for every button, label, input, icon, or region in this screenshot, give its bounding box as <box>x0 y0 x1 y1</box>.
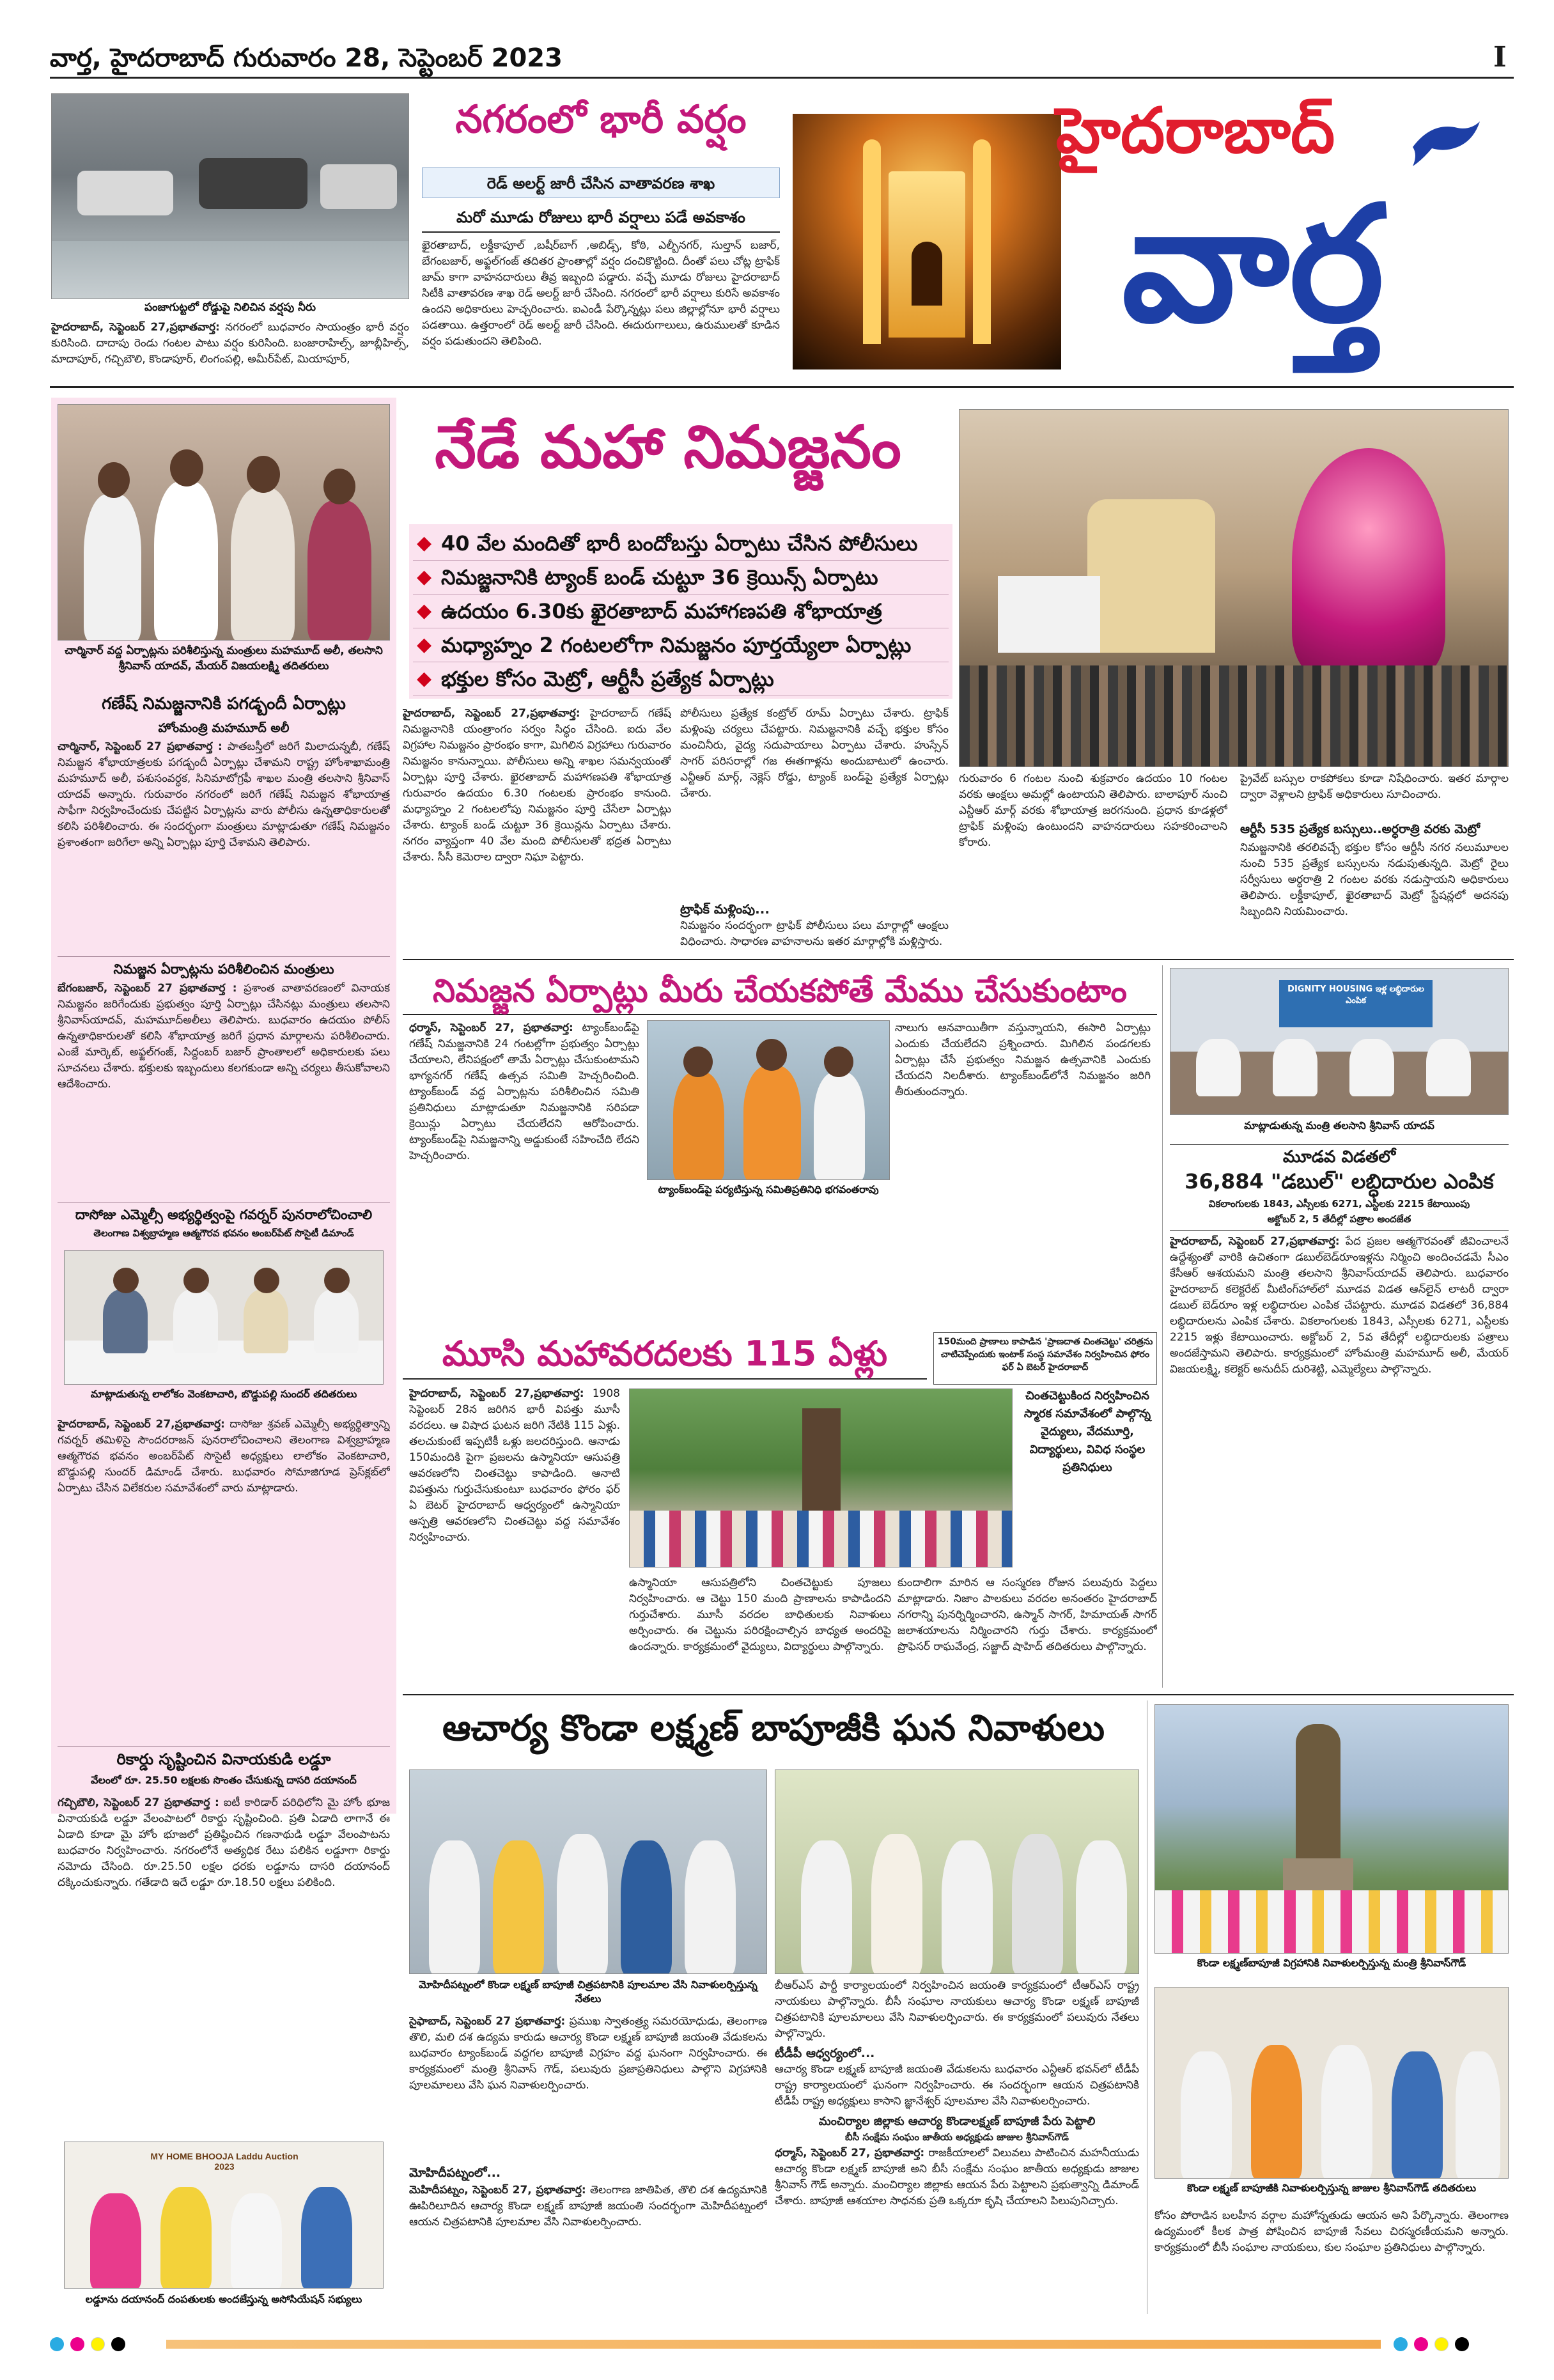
dasoju-headline: దాసోజు ఎమ్మెల్సీ అభ్యర్థిత్వంపై గవర్నర్ పునరాలోచించాలి <box>58 1202 390 1224</box>
bapuji-statue-caption: కొండా లక్ష్మణ్‌బాపూజీ విగ్రహానికి నివాళులర్పిస్తున్న మంత్రి శ్రీనివాస్‌గౌడ్ <box>1197 1957 1466 1969</box>
samiti-body2: నాలుగు ఆనవాయితీగా వస్తున్నాయని, ఈసారి ఏర్పాట్లు ఎందుకు చేయలేదని ప్రశ్నించారు. మిగిలిన పండగలకు ఏర్పాట్లు చేసే ప్రభుత్వం నిమజ్జన ఉత్సవానికి ఎందుకు చేయదని నిలదీశారు. ట్యాంక్‌బండ్‌లోనే నిమజ్జనం జరిగి తీరుతుందన్నారు. <box>895 1022 1151 1098</box>
immersion-bullets <box>409 524 952 699</box>
section-rule-2 <box>403 959 1514 960</box>
musi-photo-caption: చింతచెట్టుకింద నిర్వహించిన స్మారక సమావేశంలో పాల్గొన్న వైద్యులు, వేదమూర్తి, విద్యార్థులు, వివిధ సంస్థల ప్రతినిధులు <box>1023 1389 1151 1474</box>
slide-label: DIGNITY HOUSING ఇళ్ల లబ్ధిదారుల ఎంపిక <box>1279 980 1433 1027</box>
laddu-photo <box>64 2142 384 2289</box>
home-minister-byline: హోంమంత్రి మహమూద్ అలీ <box>158 721 290 735</box>
double-bedroom-line2: అక్టోబర్ 2, 5 తేదీల్లో పత్రాల అందజేత <box>1170 1213 1509 1231</box>
jajula-photo-caption: కొండా లక్ష్మణ్ బాపూజీకి నివాళులర్పిస్తున్న జాజుల శ్రీనివాస్‌గౌడ్ తదితరులు <box>1187 2182 1476 2194</box>
jubilee-dateline: ధర్మాస్, సెప్టెంబర్ 27, ప్రభాతవార్త: <box>775 2147 925 2159</box>
dasoju-body <box>58 1417 390 1739</box>
samiti-body-text: ట్యాంక్‌బండ్‌పై గణేష్ నిమజ్జనానికి 24 గంటల్లోగా ప్రభుత్వం ఏర్పాట్లు చేయాలని, లేనిపక్షంలో తామే ఏర్పాట్లు చేసుకుంటామని భాగ్యనగర్ గణేష్ ఉత్సవ సమితి హెచ్చరించింది. ట్యాంక్‌బండ్ వద్ద ఏర్పాట్లను పరిశీలించిన సమితి ప్రతినిధులు మాట్లాడుతూ నిమజ్జనానికి సరిపడా క్రెయిన్లు ఏర్పాటు చేయలేదని ఆరోపించారు. ట్యాంక్‌బండ్‌పై నిమజ్జనాన్ని అడ్డుకుంటే సహించేది లేదని హెచ్చరించారు. <box>409 1022 639 1162</box>
talasani-photo-caption: మాట్లాడుతున్న మంత్రి తలసాని శ్రీనివాస్ యాదవ్ <box>1244 1119 1434 1132</box>
registration-dot <box>50 2337 64 2351</box>
immersion-mid-text: హైదరాబాద్ గణేష్ నిమజ్జనానికి యంత్రాంగం సర్వం సిద్ధం చేసింది. ఐదు వేల విగ్రహాల నిమజ్జనం ప్రారంభం కాగా, మిగిలిన విగ్రహాలు గురువారం నిమజ్జనం కానున్నాయి. పోలీసులు అన్ని శాఖల సమన్వయంతో ఏర్పాట్లు పూర్తి చేశారు. ఖైరతాబాద్ మహాగణపతి శోభాయాత్ర గురువారం ఉదయం 6.30 గంటలకు ప్రారంభం కానుంది. మధ్యాహ్నం 2 గంటలలోపు నిమజ్జనం పూర్తి చేసేలా ఏర్పాట్లు చేశారు. ట్యాంక్ బండ్ చుట్టూ 36 క్రెయిన్లను ఏర్పాటు చేశారు. నగరం వ్యాప్తంగా 40 వేల మంది పోలీసులతో భద్రత ఏర్పాటు చేశారు. సీసీ కెమెరాల ద్వారా నిఘా పెట్టారు. <box>403 707 671 864</box>
bapuji-tribute-photo-1 <box>409 1769 767 1974</box>
mohi-dateline: మెహిదీపట్నం, సెప్టెంబర్ 27, ప్రభాతవార్త: <box>409 2184 586 2197</box>
dasoju-body-text: దాసోజు శ్రవణ్ ఎమ్మెల్సీ అభ్యర్థిత్వాన్ని గవర్నర్ తమిళిసై సౌందరరాజన్ పునరాలోచించాలని తెలంగాణ విశ్వబ్రాహ్మణ ఆత్మగౌరవ భవనం అంబర్‌పేట్ సొసైటీ అధ్యక్షులు లాలోకం వెంకటాచారి, బొడ్డుపల్లి సుందర్ డిమాండ్ చేశారు. బుధవారం సోమాజిగూడ ప్రెస్‌క్లబ్‌లో ఏర్పాటు చేసిన విలేకరుల సమావేశంలో వారు మాట్లాడారు. <box>58 1418 390 1495</box>
color-registration-left <box>50 2337 125 2351</box>
rain-dateline: హైదరాబాద్, సెప్టెంబర్ 27,ప్రభాతవార్త: <box>51 321 220 334</box>
traffic-subhead: ట్రాఫిక్ మళ్లింపు... <box>680 901 770 917</box>
double-bedroom-body <box>1170 1234 1509 1681</box>
bapuji-tribute-photo-2 <box>775 1769 1139 1974</box>
rain-body-right: ఖైరతాబాద్, లక్డీకాపూల్ ,బషీర్‌బాగ్ ,అబిడ్స్, కోఠి, ఎల్బీనగర్, సుల్తాన్ బజార్, బేగంబజార్, అఫ్జల్‌గంజ్ తదితర ప్రాంతాల్లో వర్షం దంచికొట్టింది. దీంతో పలు చోట్ల ట్రాఫిక్ జామ్ కాగా వాహనదారులు తీవ్ర ఇబ్బంది పడ్డారు. వచ్చే మూడు రోజులు హైదరాబాద్ సిటీకి వాతావరణ శాఖ రెడ్ అలర్ట్ జారీ చేసింది. నగరంలో భారీ వర్షాలు కురిసే అవకాశం ఉందని అధికారులు హెచ్చరించారు. ఐఎండీ పేర్కొన్నట్లు పలు జిల్లాల్లోనూ భారీ వర్షాలు పడతాయి. ఉత్తరాంలో రెడ్ అలర్ట్ జారీ చేసింది. ఈదురుగాలులు, ఉరుములతో కూడిన వర్షం పడుతుందని తెలిపింది. <box>422 239 780 348</box>
samiti-headline: నిమజ్జన ఏర్పాట్లు మీరు చేయకపోతే మేము చేసుకుంటాం <box>403 968 1157 1015</box>
jubilee-body: రాజకీయాలలో విలువలు పాటించిన మహనీయుడు ఆచార్య కొండా లక్ష్మణ్ బాపూజీ అని బీసీ సంక్షేమ సంఘం జాతీయ అధ్యక్షుడు జాజుల శ్రీనివాస్ గౌడ్ అన్నారు. మంచిర్యాల జిల్లాకు ఆయన పేరు పెట్టాలని ప్రభుత్వాన్ని డిమాండ్ చేశారు. బాపూజీ ఆశయాల సాధనకు ప్రతి ఒక్కరూ కృషి చేయాలని పిలుపునిచ్చారు. <box>775 2147 1139 2207</box>
registration-dot <box>70 2337 84 2351</box>
rain-sub1: రెడ్ అలర్ట్ జారీ చేసిన వాతావరణ శాఖ <box>422 167 780 198</box>
double-bedroom-line: వికలాంగులకు 1843, ఎస్సీలకు 6271, ఎస్టీలకు 2215 కేటాయింపు <box>1208 1198 1470 1209</box>
immersion-right-body: గురువారం 6 గంటల నుంచి శుక్రవారం ఉదయం 10 గంటల వరకు ఆంక్షలు అమల్లో ఉంటాయని తెలిపారు. బాలాపూర్ నుంచి ఎన్టీఆర్ మార్గ్ వరకు శోభాయాత్ర జరగనుంది. ప్రధాన కూడళ్లలో ట్రాఫిక్ మళ్లింపు ఉంటుందని వాహనదారులు సహకరించాలని కోరారు. <box>959 772 1227 849</box>
laddu-headline: రికార్డు సృష్టించిన వినాయకుడి లడ్డూ <box>58 1746 390 1769</box>
musi-tree-photo <box>629 1388 1013 1567</box>
brand-big: వార్త <box>1121 169 1385 357</box>
tdp-subhead: టీడీపీ ఆధ్వర్యంలో... <box>775 2046 875 2060</box>
bapuji-statue-photo <box>1154 1704 1509 1954</box>
ministers-inspect-headline: నిమజ్జన ఏర్పాట్లను పరిశీలించిన మంత్రులు <box>58 956 390 979</box>
ganesh-procession-photo <box>959 409 1509 767</box>
bapuji-body-text: ప్రముఖ స్వాతంత్ర్య సమరయోధుడు, తెలంగాణ తొలి, మలి దశ ఉద్యమ కారుడు ఆచార్య కొండా లక్ష్మణ్ బాపూజీ జయంతి వేడుకలను బుధవారం ట్యాంక్‌బండ్ వద్దగల బాపూజీ విగ్రహం వద్ద ఘనంగా నిర్వహించారు. ఈ కార్యక్రమంలో మంత్రి శ్రీనివాస్ గౌడ్, పలువురు ప్రజాప్రతినిధులు పాల్గొని విగ్రహానికి పూలమాలలు వేసి ఘన నివాళులర్పించారు. <box>409 2015 767 2092</box>
laddu-body <box>58 1795 390 2134</box>
samiti-photo-caption: ట్యాంక్‌బండ్‌పై పర్యటిస్తున్న సమితిప్రతినిధి భగవంతరావు <box>658 1183 879 1195</box>
musi-body2: ఉస్మానియా ఆసుపత్రిలోని చింతచెట్టుకు పూజలు నిర్వహించారు. ఆ చెట్టు 150 మంది ప్రాణాలను కాపాడిందని గుర్తుచేశారు. మూసీ వరదల బాధితులకు నివాళులు అర్పించారు. ఈ చెట్టును పరిరక్షించాల్సిన బాధ్యత అందరిపై ఉందన్నారు. కార్యక్రమంలో వైద్యులు, విద్యార్థులు పాల్గొన్నారు. <box>629 1576 891 1653</box>
rain-photo <box>51 93 409 299</box>
musi-headline: మూసి మహావరదలకు 115 ఏళ్లు <box>403 1330 927 1380</box>
rain-body: నగరంలో బుధవారం సాయంత్రం భారీ వర్షం కురిసింది. దాదాపు రెండు గంటల పాటు వర్షం కురిసింది. బంజారాహిల్స్, జూబ్లీహిల్స్, మాదాపూర్, గచ్చిబౌలి, కొండాపూర్, లింగంపల్లి, అమీర్‌పేట్, మియాపూర్, <box>51 321 409 366</box>
bapuji-dateline: సైఫాబాద్, సెప్టెంబర్ 27 ప్రభాతవార్త: <box>409 2015 566 2028</box>
laddu-dateline: గచ్చిబౌలి, సెప్టెంబర్ 27 ప్రభాతవార్త : <box>58 1796 219 1809</box>
talasani-photo <box>1170 968 1509 1115</box>
musi-box-label: 150మంది ప్రాణాలు కాపాడిన 'ప్రాణదాత చింతచెట్టు' చరిత్రను చాటిచెప్పేందుకు ఇంటాక్ సంస్థ సమావేశం నిర్వహించిన ఫోరం ఫర్ ఏ బెటర్ హైదరాబాద్ <box>933 1332 1157 1385</box>
header-rule <box>50 77 1514 79</box>
musi-body-text: 1908 సెప్టెంబర్ 28న జరిగిన భారీ విపత్తు మూసీ వరదలు. ఆ విషాద ఘటన జరిగి నేటికి 115 ఏళ్లు. తలచుకుంటే ఇప్పటికీ ఒళ్లు జలదరిస్తుంది. ఆనాడు 150మందికి పైగా ప్రజలను ఉస్మానియా ఆసుపత్రి ఆవరణలోని చింతచెట్టు కాపాడింది. ఆనాటి విపత్తును గుర్తుచేసుకుంటూ బుధవారం ఫోరం ఫర్ ఏ బెటర్ హైదరాబాద్ ఆధ్వర్యంలో ఉస్మానియా ఆస్పత్రి ఆవరణలోని చింతచెట్టు వద్ద సమావేశం నిర్వహించారు. <box>409 1387 620 1544</box>
jajula-photo <box>1154 1987 1509 2179</box>
rain-photo-caption: పంజాగుట్టలో రోడ్డుపై నిలిచిన వర్షపు నీరు <box>144 301 316 314</box>
double-bedroom-title: మూడవ విడతలో <box>1170 1144 1509 1171</box>
section-rule-3 <box>403 1694 1514 1695</box>
registration-dot <box>111 2337 125 2351</box>
bapuji-right-col-body <box>775 1978 1139 2310</box>
traffic-body: నిమజ్జనం సందర్భంగా ట్రాఫిక్ పోలీసులు పలు మార్గాల్లో ఆంక్షలు విధించారు. సాధారణ వాహనాలను ఇతర మార్గాల్లోకి మళ్లిస్తారు. <box>680 919 949 948</box>
registration-dot <box>1434 2337 1449 2351</box>
section-rule-1 <box>50 386 1514 388</box>
bullet-item: ◆ నిమజ్జనానికి ట్యాంక్ బండ్ చుట్టూ 36 క్రెయిన్స్ ఏర్పాటు <box>413 561 949 595</box>
immersion-mid-text2: పోలీసులు ప్రత్యేక కంట్రోల్ రూమ్ ఏర్పాటు చేశారు. ట్రాఫిక్ మళ్లింపు చర్యలు చేపట్టారు. నిమజ్జనానికి వచ్చే భక్తుల కోసం మంచినీరు, వైద్య సదుపాయాలు ఏర్పాటు చేశారు. హుస్సేన్ సాగర్ పరిసరాల్లో గజ ఈతగాళ్లను అందుబాటులో ఉంచారు. ఎన్టీఆర్ మార్గ్, నెక్లెస్ రోడ్డు, ట్యాంక్ బండ్‌పై ప్రత్యేక ఏర్పాట్లు చేశారు. <box>680 707 949 800</box>
brand-small: హైదరాబాద్ <box>1055 94 1335 167</box>
mohi-body-text: తెలంగాణ జాతిపిత, తొలి దశ ఉద్యమానికి ఊపిరిలూదిన ఆచార్య కొండా లక్ష్మణ్ బాపూజీ జయంతి సందర్భంగా మెహిదీపట్నంలో ఆయన చిత్రపటానికి పూలమాల వేసి నివాళులర్పించారు. <box>409 2184 767 2228</box>
musi-body <box>409 1386 620 1686</box>
bapuji-headline: ఆచార్య కొండా లక్ష్మణ్ బాపూజీకి ఘన నివాళులు <box>442 1707 1105 1749</box>
musi-dateline: హైదరాబాద్, సెప్టెంబర్ 27,ప్రభాతవార్త: <box>409 1387 584 1400</box>
samiti-body <box>409 1020 639 1327</box>
laddu-banner: MY HOME BHOOJA Laddu Auction 2023 <box>150 2151 299 2172</box>
laddu-body-text: ఐటీ కారిడార్ పరిధిలోని మై హోం భూజ వినాయకుడి లడ్డూ వేలంపాటలో రికార్డు సృష్టించింది. ప్రతి ఏడాది లాగానే ఈ ఏడాది కూడా మై హోం భూజలో ప్రతిష్ఠించిన గణనాథుడి లడ్డూ వేలంపాటను బుధవారం నిర్వహించారు. నగరంలోనే అత్యధిక రేటు పలికిన లడ్డూగా రికార్డు నమోదు చేసింది. రూ.25.50 లక్షల ధరకు లడ్డూను దాసరి దయానంద్ దక్కించుకున్నారు. గతేడాది ఇదే లడ్డూ రూ.18.50 లక్షలు పలికింది. <box>58 1796 390 1889</box>
press-meet-photo <box>64 1250 384 1385</box>
laddu-subline: వేలంలో రూ. 25.50 లక్షలకు సొంతం చేసుకున్న దాసరి దయానంద్ <box>91 1774 357 1786</box>
dasoju-subline: తెలంగాణ విశ్వబ్రాహ్మణ ఆత్మగౌరవ భవనం అంబర్‌పేట్ సొసైటీ డిమాండ్ <box>93 1227 354 1239</box>
ganesh-arrangements-headline: గణేష్ నిమజ్జనానికి పగడ్బందీ ఏర్పాట్లు <box>102 694 346 713</box>
bullet-item: ◆ భక్తుల కోసం మెట్రో, ఆర్టీసీ ప్రత్యేక ఏర్పాట్లు <box>413 662 949 696</box>
immersion-headline: నేడే మహా నిమజ్జనం <box>435 413 901 481</box>
tdp-body: ఆచార్య కొండా లక్ష్మణ్ బాపూజీ జయంతి వేడుకలను బుధవారం ఎన్టీఆర్ భవన్‌లో టీడీపీ రాష్ట్ర కార్యాలయంలో ఘనంగా నిర్వహించారు. ఈ సందర్భంగా ఆయన చిత్రపటానికి టీడీపీ రాష్ట్ర అధ్యక్షులు కాసాని జ్ఞానేశ్వర్ పూలమాల వేసి నివాళులర్పించారు. <box>775 2063 1139 2108</box>
color-registration-right <box>1394 2337 1469 2351</box>
jubilee-subhead: మంచిర్యాల జిల్లాకు ఆచార్య కొండాలక్ష్మణ్ బాపూజీ పేరు పెట్టాలి <box>818 2115 1096 2128</box>
rain-body-left <box>51 320 409 375</box>
musi-body3: కుందాలిగా మారిన ఆ సంస్మరణ రోజున పలువురు పెద్దలు మాట్లాడారు. నిజాం పాలకులు వరదల అనంతరం హైదరాబాద్ నగరాన్ని పునర్నిర్మించారని, ఉస్మాన్ సాగర్, హిమాయత్ సాగర్ జలాశయాలను నిర్మించారని గుర్తు చేశారు. కార్యక్రమంలో ప్రొఫెసర్ రాఘవేంద్ర, సజ్జాద్ షాహిద్ తదితరులు పాల్గొన్నారు. <box>897 1576 1157 1653</box>
registration-dot <box>1414 2337 1428 2351</box>
bullet-item: ◆ మధ్యాహ్నం 2 గంటలలోగా నిమజ్జనం పూర్తయ్యేలా ఏర్పాట్లు <box>413 628 949 662</box>
bapuji-body <box>409 2014 767 2161</box>
inspect-body-text: ప్రశాంత వాతావరణంలో వినాయక నిమజ్జనం జరిగేందుకు ప్రభుత్వం పూర్తి ఏర్పాట్లు చేసినట్లు మంత్రులు తలసాని శ్రీనివాస్‌యాదవ్, మహమూద్‌అలీలు తెలిపారు. బుధవారం ఉదయం పోలీస్ ఉన్నతాధికారులతో కలిసి శోభాయాత్ర జరిగే ప్రధాన మార్గాలను పరిశీలించారు. ఎంజే మార్కెట్, అఫ్జల్‌గంజ్, సిద్దంబర్ బజార్ ప్రాంతాలలో అధికారులకు పలు సూచనలు చేశారు. భక్తులకు ఇబ్బందులు కలగకుండా అన్ని చర్యలు తీసుకోవాలని ఆదేశించారు. <box>58 982 390 1091</box>
rtc-subhead: ఆర్టీసీ 535 ప్రత్యేక బస్సులు..అర్ధరాత్రి వరకు మెట్రో <box>1240 822 1480 836</box>
immersion-mid-dateline: హైదరాబాద్, సెప్టెంబర్ 27,ప్రభాతవార్త: <box>403 707 580 720</box>
date-line: వార్త, హైదరాబాద్ గురువారం 28, సెప్టెంబర్ 2023 <box>50 43 563 73</box>
double-bedroom-big: 36,884 "డబుల్" లబ్ధిదారుల ఎంపిక <box>1185 1169 1494 1194</box>
jubilee-subhead2: బీసీ సంక్షేమ సంఘం జాతీయ అధ్యక్షుడు జాజుల శ్రీనివాస్‌గౌడ్ <box>845 2131 1069 2143</box>
double-bedroom-text: పేద ప్రజల ఆత్మగౌరవంతో జీవించాలనే ఉద్దేశ్యంతో వారికి ఉచితంగా డబుల్‌బెడ్‌రూంఇళ్లను నిర్మించి అందించడమే సీఎం కేసీఆర్ ఆశయమని మంత్రి తలసాని శ్రీనివాస్‌యాదవ్ తెలిపారు. బుధవారం హైదరాబాద్ కలెక్టరేట్ మీటింగ్‌హాల్‌లో మూడవ విడత ఆన్‌లైన్ లాటరీ ద్వారా డబుల్ బెడ్‌రూం ఇళ్ల లబ్ధిదారుల ఎంపిక చేపట్టారు. మూడవ విడతలో 36,884 లబ్ధిదారులను ఎంపిక చేశారు. వికలాంగులకు 1843, ఎస్సీలకు 6271, ఎస్టీలకు 2215 ఇళ్లు కేటాయించారు. అక్టోబర్ 2, 5వ తేదీల్లో లబ్ధిదారులకు పత్రాలు అందజేస్తామని తెలిపారు. కార్యక్రమంలో హోంమంత్రి మహమూద్ అలీ, మేయర్ విజయలక్ష్మి, కలెక్టర్ అనుదీప్ దురిశెట్టి, ఎమ్మెల్యేలు పాల్గొన్నారు. <box>1170 1235 1509 1376</box>
ministers-photo-caption: చార్మినార్ వద్ద ఏర్పాట్లను పరిశీలిస్తున్న మంత్రులు మహమూద్ అలీ, తలసాని శ్రీనివాస్ యాదవ్, మేయర్ విజయలక్ష్మి తదితరులు <box>65 644 383 673</box>
footer-bar <box>166 2340 1381 2349</box>
ministers-inspect-body <box>58 981 390 1192</box>
mohi-body <box>409 2182 767 2310</box>
ganesh-dateline: చార్మినార్, సెప్టెంబర్ 27 ప్రభాతవార్త : <box>58 740 222 753</box>
samiti-photo <box>647 1020 890 1180</box>
bullet-item: ◆ ఉదయం 6.30కు ఖైరతాబాద్ మహాగణపతి శోభాయాత్ర <box>413 595 949 628</box>
registration-dot <box>1394 2337 1408 2351</box>
samiti-dateline: ధర్మాస్, సెప్టెంబర్ 27, ప్రభాతవార్త: <box>409 1022 573 1034</box>
ministers-photo <box>58 404 390 641</box>
rain-sub2: మరో మూడు రోజులు భారీ వర్షాలు పడే అవకాశం <box>422 202 780 233</box>
ganesh-body-text: పాతబస్తీలో జరిగే మిలాదున్నబీ, గణేష్ నిమజ్జన శోభాయాత్రలకు పగడ్బందీ ఏర్పాట్లు చేశామని రాష్ట్ర హోంశాఖామంత్రి మహమూద్ అలీ, పశుసంవర్ధక, సినిమాటోగ్రఫీ శాఖల మంత్రి తలసాని శ్రీనివాస్ యాదవ్ అన్నారు. గురువారం నగరంలో జరిగే గణేష్ నిమజ్జన శోభాయాత్ర సాఫీగా నిర్వహించేందుకు చేపట్టిన ఏర్పాట్లను వారు పోలీసు ఉన్నతాధికారులతో కలిసి పరిశీలించారు. ఈ సందర్భంగా మంత్రులు మాట్లాడుతూ గణేష్ నిమజ్జనం ప్రశాంతంగా జరిగేలా అన్ని ఏర్పాట్లు పూర్తి చేశామని తెలిపారు. <box>58 740 390 849</box>
bapuji-right-body: కోసం పోరాడిన బలహీన వర్గాల మహోన్నతుడు ఆయన అని పేర్కొన్నారు. తెలంగాణ ఉద్యమంలో కీలక పాత్ర పోషించిన బాపూజీ సేవలు చిరస్మరణీయమని అన్నారు. కార్యక్రమంలో బీసీ సంఘాల నాయకులు, కుల సంఘాల ప్రతినిధులు పాల్గొన్నారు. <box>1154 2209 1509 2254</box>
rain-headline: నగరంలో భారీ వర్షం <box>455 97 747 142</box>
samiti-right-divider <box>1162 965 1163 1688</box>
inspect-dateline: బేగంబజార్, సెప్టెంబర్ 27 ప్రభాతవార్త : <box>58 982 237 995</box>
ganesh-arrangements-body <box>58 739 390 950</box>
bapuji-body2-text: బీఆర్ఎస్ పార్టీ కార్యాలయంలో నిర్వహించిన జయంతి కార్యక్రమంలో టీఆర్ఎస్ రాష్ట్ర నాయకులు పాల్గొన్నారు. బీసీ సంఘాల నాయకులు ఆచార్య కొండా లక్ష్మణ్ బాపూజీ చిత్రపటానికి పూలమాలలు వేసి నివాళులర్పించారు. ఈ కార్యక్రమంలో పలువురు నేతలు పాల్గొన్నారు. <box>775 1979 1139 2040</box>
registration-dot <box>91 2337 105 2351</box>
mohi-subhead: మోహిదీపట్నంలో... <box>409 2166 501 2180</box>
rtc-body: నిమజ్జనానికి తరలివచ్చే భక్తుల కోసం ఆర్టీసీ నగర నలుమూలల నుంచి 535 ప్రత్యేక బస్సులను నడుపుతున్నది. మెట్రో రైలు సర్వీసులు అర్ధరాత్రి 2 గంటల వరకు నడుస్తాయని అధికారులు తెలిపారు. లక్డీకాపూల్, ఖైరతాబాద్ మెట్రో స్టేషన్లలో అదనపు సిబ్బందిని నియమించారు. <box>1240 841 1509 918</box>
bapuji-tribute-caption: మోహిదీపట్నంలో కొండా లక్ష్మణ్ బాపూజీ చిత్రపటానికి పూలమాల వేసి నివాళులర్పిస్తున్న నేతలు <box>419 1979 758 2005</box>
dove-icon <box>1406 115 1483 173</box>
registration-dot <box>1455 2337 1469 2351</box>
immersion-right-body-b: ప్రైవేట్ బస్సుల రాకపోకలు కూడా నిషేధించారు. ఇతర మార్గాల ద్వారా వెళ్లాలని ట్రాఫిక్ అధికారులు సూచించారు. <box>1240 772 1509 801</box>
dasoju-dateline: హైదరాబాద్, సెప్టెంబర్ 27,ప్రభాతవార్త: <box>58 1418 225 1431</box>
press-meet-caption: మాట్లాడుతున్న లాలోకం వెంకటాచారి, బొడ్డుపల్లి సుందర్ తదితరులు <box>90 1388 357 1400</box>
immersion-mid-body <box>403 706 671 949</box>
bullet-item: ◆ 40 వేల మందితో భారీ బందోబస్తు ఏర్పాటు చేసిన పోలీసులు <box>413 527 949 561</box>
double-bedroom-dateline: హైదరాబాద్, సెప్టెంబర్ 27,ప్రభాతవార్త: <box>1170 1235 1340 1248</box>
page-number: I <box>1493 41 1507 74</box>
laddu-photo-caption: లడ్డూను దయానంద్ దంపతులకు అందజేస్తున్న అసోసియేషన్ సభ్యులు <box>85 2293 362 2305</box>
immersion-mid-body2 <box>680 706 949 898</box>
